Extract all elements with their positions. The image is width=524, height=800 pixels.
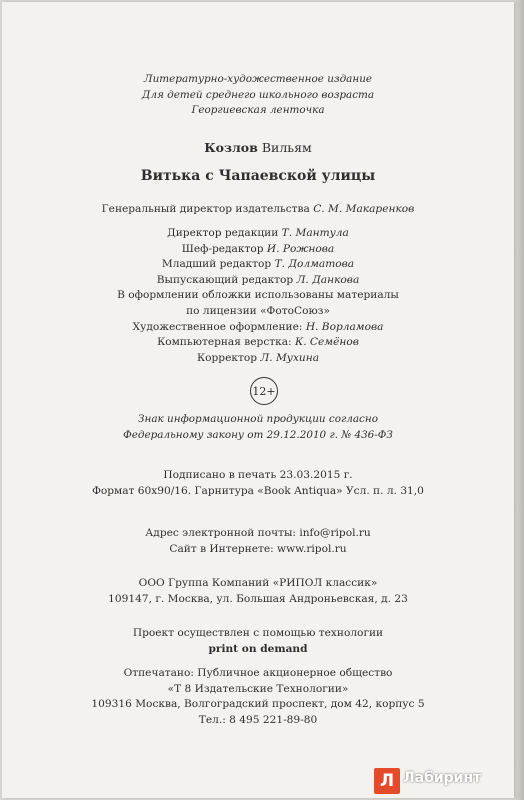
labirint-watermark: Лабиринт <box>403 770 482 786</box>
credit-role: Корректор <box>196 351 257 364</box>
publisher-info <box>2 576 514 607</box>
contact-site: Сайт в Интернете: www.ripol.ru <box>169 542 347 555</box>
page-edge <box>516 0 524 800</box>
credit-line <box>2 242 514 258</box>
print-info <box>2 468 514 499</box>
credit-line <box>2 273 514 289</box>
credit-line <box>2 226 514 242</box>
general-director-person: С. М. Макаренков <box>313 203 415 215</box>
printer-line-3: 109316 Москва, Волгоградский проспект, дом 42, корпус 5 <box>91 698 425 711</box>
technology-line-1: Проект осуществлен с помощью технологии <box>132 627 384 639</box>
cover-note-line-2: по лицензии «ФотоСоюз» <box>186 304 330 317</box>
series-line-1: Литературно-художественное издание <box>143 73 373 85</box>
credit-role: Младший редактор <box>161 258 272 271</box>
print-info-line-2: Формат 60х90/16. Гарнитура «Book Antiqua» Усл. п. л. 31,0 <box>92 484 424 497</box>
imprint-page <box>2 2 514 798</box>
credit-role: Выпускающий редактор <box>156 273 294 286</box>
credit-line <box>2 320 514 336</box>
credit-person: И. Рожнова <box>266 242 335 255</box>
credit-role: Художественное оформление: <box>132 320 303 333</box>
contacts <box>2 526 514 557</box>
printer-line-2: «Т 8 Издательские Технологии» <box>167 682 349 695</box>
publisher-address: 109147, г. Москва, ул. Большая Андроньевская, д. 23 <box>108 592 408 605</box>
author-surname: Козлов <box>204 140 258 155</box>
technology-line-2: print on demand <box>208 642 308 655</box>
credit-line <box>2 335 514 351</box>
credit-person: Т. Долматова <box>274 258 355 271</box>
age-law-line-1: Знак информационной продукции согласно <box>138 413 378 425</box>
print-info-line-1: Подписано в печать 23.03.2015 г. <box>163 469 353 481</box>
credit-person: Л. Данкова <box>296 273 360 286</box>
credit-person: Л. Мухина <box>260 351 320 364</box>
general-director-role: Генеральный директор издательства <box>101 203 310 215</box>
age-law-line-2: Федеральному закону от 29.12.2010 г. № 436-ФЗ <box>123 428 393 441</box>
book-title: Витька с Чапаевской улицы <box>140 168 376 184</box>
credit-line <box>2 257 514 273</box>
series-line-3: Георгиевская ленточка <box>191 104 325 116</box>
author <box>2 140 514 155</box>
printer-line-4: Тел.: 8 495 221-89-80 <box>198 713 318 726</box>
credit-role: Компьютерная верстка: <box>157 336 292 349</box>
credit-line <box>2 351 514 367</box>
contact-email: Адрес электронной почты: info@ripol.ru <box>145 527 371 539</box>
age-law-note <box>2 412 514 443</box>
editorial-credits <box>2 226 514 366</box>
credit-role: Директор редакции <box>167 227 279 239</box>
credit-person: Т. Мантула <box>281 227 349 239</box>
credit-person: Н. Ворламова <box>305 320 384 333</box>
printer-info <box>2 666 514 728</box>
general-director <box>2 202 514 218</box>
publisher-name: ООО Группа Компаний «РИПОЛ классик» <box>138 577 378 589</box>
author-name: Вильям <box>261 140 312 155</box>
credit-person: К. Семёнов <box>295 336 359 349</box>
series-info <box>2 72 514 119</box>
cover-note-line-1: В оформлении обложки использованы материалы <box>117 289 399 302</box>
age-rating-badge: 12+ <box>250 377 278 405</box>
technology-note <box>2 626 514 657</box>
labirint-logo-icon: Л <box>374 768 400 794</box>
series-line-2: Для детей среднего школьного возраста <box>141 88 375 101</box>
credit-role: Шеф-редактор <box>181 242 264 255</box>
printer-line-1: Отпечатано: Публичное акционерное общество <box>123 667 393 679</box>
